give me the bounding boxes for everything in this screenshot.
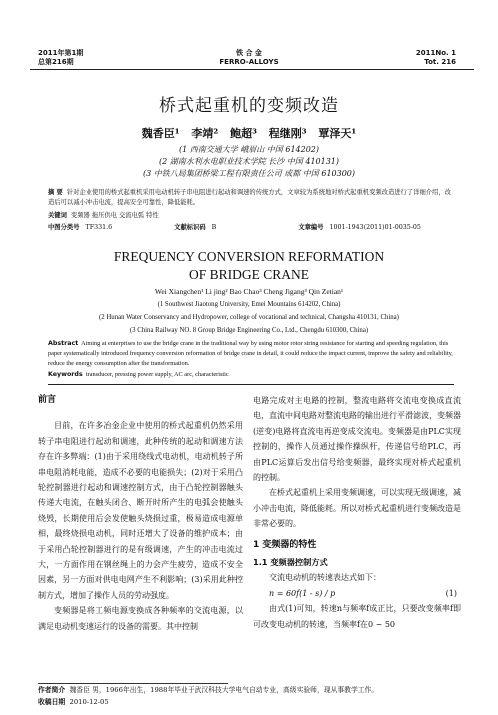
- code-value: B: [211, 224, 217, 231]
- classification-line: [48, 223, 454, 233]
- title-cn: 桥式起重机的变频改造: [159, 96, 339, 116]
- authors-cn: 魏香臣¹ 李靖² 鲍超³ 程继刚³ 覃泽天¹: [141, 127, 357, 140]
- received-label: 收稿日期: [38, 698, 66, 706]
- keywords-cn-text: 变频器 拖压供电 交流电弧 特性: [70, 212, 159, 219]
- converter-paragraph: 变频器是将工频电源变换成各种频率的交流电源，以满足电动机变速运行的设备的需要。其中控制: [38, 606, 243, 631]
- formula-number: (1): [445, 588, 457, 598]
- section11-heading: 1.1 变频器控制方式: [253, 557, 328, 568]
- circuit-paragraph: 电路完成对主电路的控制，整流电路将交流电变换成直流电，直流中间电路对整流电路的输出进行平滑滤波，变频器(逆变)电路将直流电再逆变成交流电。变频器是由PLC实现控制的，操作人员通过操作操纵杆，传递信号给PLC，再由PLC运算后发出信号给变频器，最终实现对桥式起重机的控制。: [253, 396, 461, 483]
- journal-name-en: FERRO-ALLOYS: [219, 58, 279, 66]
- code-label: 文献标识码: [174, 224, 206, 231]
- preface-heading: 前言: [38, 395, 57, 405]
- keywords-cn-label: 关键词: [48, 212, 67, 219]
- article-no-label: 文章编号: [298, 224, 324, 231]
- title-en-line2: OF BRIDGE CRANE: [188, 267, 309, 282]
- abstract-en-label: Abstract: [48, 340, 79, 347]
- keywords-en: [48, 370, 456, 380]
- header-rule: [30, 69, 474, 70]
- article-no-value: 1001-1943(2011)01-0035-05: [329, 224, 421, 231]
- journal-name-cn: 铁 合 金: [236, 49, 262, 57]
- preface-paragraph: 目前，在许多冶金企业中使用的桥式起重机仍然采用转子串电阻进行起动和调速，此种传统的起动和调速方法存在许多弊端：(1)由于采用绕线式电动机，电动机转子所串电阻消耗电能，造成不必要的电能损失；(2)对于采用凸轮控制器进行起动和调速控制方式，由于凸轮控制器触头传递大电流，在触头闭合、断开时所产生的电弧会使触头烧毁，长期使用后会发使触头烧损过重，极易造成电源单相，最终烧损电动机，同时还增大了设备的维护成本；由于采用凸轮控制器进行的是有级调速，产生的冲击电流过大，一方面作用在钢丝绳上的力会产生疲劳，造成不安全因素，另一方面对供电电网产生不利影响；(3)采用此种控制方式，增加了操作人员的劳动强度。: [38, 421, 243, 600]
- journal-issue-cn: 2011年第1期: [38, 49, 84, 57]
- author-note-text: 魏香臣 男，1966年出生，1988年毕业于武汉科技大学电气自动专业，高级实验师，现从事教学工作。: [69, 686, 379, 694]
- keywords-cn: [48, 211, 454, 221]
- abstract-en-text: Aiming at enterprises to use the bridge crane in the traditional way by using motor rotor string resistance for starting and speeding regulation, this paper systematically introduced frequency conversion reformation of bridge crane in detail, it could reduce the impact current, improve the safety and reliability, reduce the energy consumption after the transformation.: [48, 340, 453, 367]
- author-note-label: 作者简介: [38, 686, 66, 694]
- abstract-cn-text: 针对企业使用的桥式起重机采用电动机转子串电阻进行起动和调速的传统方式，文章较为系统地对桥式起重机变频改造进行了详细介绍，改造后可以减小冲击电流，提高安全可靠性，降低能耗。: [48, 189, 451, 206]
- affiliation-en-1: (1 Southwest Jiaotong University, Emei Mountains 614202, China): [157, 301, 341, 308]
- section11-text: 交流电动机的转速表达式如下：: [269, 573, 381, 583]
- left-column: [38, 393, 243, 634]
- affiliation-en-3: (3 China Railway NO. 8 Group Bridge Engineering Co., Ltd., Chengdu 610300, China): [129, 327, 369, 334]
- title-en-line1: FREQUENCY CONVERSION REFORMATION: [113, 249, 385, 264]
- total-issue-cn: 总第216期: [38, 58, 74, 66]
- affiliation-cn-3: (3 中铁八局集团桥梁工程有限责任公司 成都 中国 610300): [142, 169, 356, 178]
- received-date: [38, 697, 468, 708]
- affiliation-cn-2: (2 湖南水利水电职业技术学院 长沙 中国 410131): [158, 157, 340, 166]
- formula: n = 60f(1 - s) / p: [269, 588, 336, 598]
- right-column: [253, 393, 461, 632]
- abstract-cn-label: 摘 要: [48, 189, 63, 196]
- crane-paragraph: 在桥式起重机上采用变频调速，可以实现无级调速，减小冲击电流，降低能耗。所以对桥式起重机进行变频改造是非常必要的。: [253, 488, 461, 529]
- keywords-en-label: Keywords: [48, 371, 83, 378]
- abstract-en: [48, 339, 456, 369]
- abstract-rule: [48, 384, 454, 385]
- received-value: 2010-12-05: [69, 698, 109, 706]
- issue-en: 2011No. 1: [415, 49, 456, 57]
- after-formula-text: 由式(1)可知，转速n与频率f成正比，只要改变频率f即可改变电动机的转速，当频率f在0 ~ 50: [253, 604, 461, 629]
- author-note: [38, 685, 468, 696]
- keywords-en-text: transducer, pressing power supply, AC arc, characteristic: [85, 371, 229, 378]
- section1-heading: 1 变频器的特性: [253, 539, 317, 550]
- affiliation-en-2: (2 Hunan Water Conservancy and Hydropower, college of vocational and technical, Changsha 410131, China): [99, 314, 399, 321]
- authors-en: Wei Xiangchen¹ Li jing² Bao Chao³ Cheng Jigang³ Qin Zetian¹: [154, 287, 344, 296]
- abstract-cn: [48, 188, 454, 208]
- total-en: Tot. 216: [424, 58, 456, 66]
- footnote-rule: [38, 683, 228, 684]
- class-label: 中图分类号: [48, 224, 80, 231]
- formula-line: [253, 586, 461, 601]
- affiliation-cn-1: (1 西南交通大学 峨眉山 中国 614202): [178, 145, 320, 154]
- class-value: TF331.6: [85, 224, 113, 231]
- issue-info: [416, 49, 456, 67]
